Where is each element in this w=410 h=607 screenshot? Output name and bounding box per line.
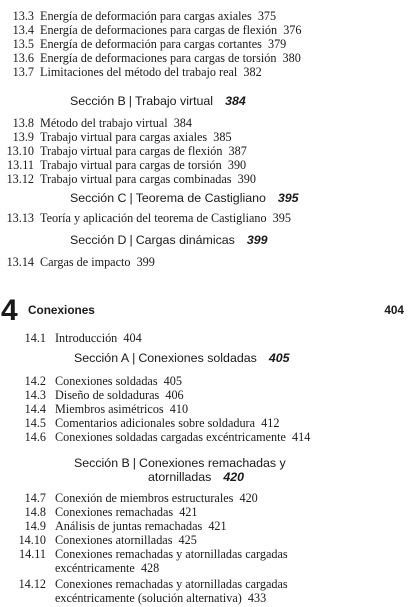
entry-page: 420 xyxy=(239,491,258,505)
section-heading xyxy=(70,191,299,206)
entry-title-line1: Conexiones remachadas y atornilladas cargadas xyxy=(55,577,288,591)
entry-page: 410 xyxy=(169,402,189,416)
section-page: 384 xyxy=(225,94,246,108)
entry-number: 14.10 xyxy=(18,533,46,547)
entry-page: 405 xyxy=(163,374,182,388)
section-title: Cargas dinámicas xyxy=(135,233,235,247)
section-heading xyxy=(74,456,286,471)
entry-title: Energía de deformaciones para cargas de flexión xyxy=(40,23,278,37)
entry-title: Teoría y aplicación del teorema de Castigliano xyxy=(40,211,267,225)
entry-number: 13.4 xyxy=(12,23,34,37)
entry-title: Método del trabajo virtual xyxy=(40,116,168,130)
entry-page: 390 xyxy=(237,172,256,186)
section-heading xyxy=(70,94,246,109)
section-heading xyxy=(74,351,290,366)
section-label: Sección A xyxy=(74,351,130,365)
entry-title: Trabajo virtual para cargas axiales xyxy=(40,130,208,144)
section-separator: | xyxy=(129,191,133,205)
section-heading xyxy=(70,233,268,248)
entry-title: Energía de deformación para cargas axiales xyxy=(40,9,252,23)
entry-number: 14.1 xyxy=(24,331,46,345)
entry-number: 13.11 xyxy=(7,158,34,172)
entry-page: 379 xyxy=(267,37,287,51)
entry-number: 13.3 xyxy=(12,9,34,23)
entry-page: 384 xyxy=(173,116,192,130)
entry-title-line2: excéntricamente (solución alternativa) xyxy=(55,591,242,605)
section-title: Trabajo virtual xyxy=(135,94,214,108)
entry-number: 14.3 xyxy=(24,388,46,402)
section-title-line2: atornilladas xyxy=(148,470,212,484)
chapter-number: 4 xyxy=(1,294,18,327)
section-label: Sección B xyxy=(74,456,130,470)
entry-page: 412 xyxy=(261,416,280,430)
section-separator: | xyxy=(129,233,133,247)
entry-title: Conexiones remachadas xyxy=(55,505,174,519)
entry-title-line1: Conexiones remachadas y atornilladas cargadas xyxy=(55,547,288,561)
entry-number: 13.5 xyxy=(12,37,34,51)
entry-page: 395 xyxy=(272,211,291,225)
chapter-title: Conexiones xyxy=(28,303,95,317)
entry-number: 13.9 xyxy=(12,130,34,144)
entry-page: 390 xyxy=(227,158,247,172)
entry-page: 406 xyxy=(165,388,184,402)
entry-title: Comentarios adicionales sobre soldadura xyxy=(55,416,256,430)
entry-number: 14.9 xyxy=(24,519,46,533)
entry-title: Limitaciones del método del trabajo real xyxy=(40,65,238,79)
entry-title: Cargas de impacto xyxy=(40,255,131,269)
section-separator: | xyxy=(132,351,136,365)
entry-title: Conexiones soldadas cargadas excéntricamente xyxy=(55,430,286,444)
entry-page: 414 xyxy=(292,430,311,444)
entry-number: 14.6 xyxy=(24,430,46,444)
entry-title: Energía de deformaciones para cargas de torsión xyxy=(40,51,277,65)
entry-title: Análisis de juntas remachadas xyxy=(55,519,203,533)
entry-number: 13.6 xyxy=(12,51,34,65)
entry-page: 387 xyxy=(228,144,247,158)
entry-page: 382 xyxy=(243,65,262,79)
entry-page: 421 xyxy=(179,505,198,519)
entry-title: Introducción xyxy=(55,331,118,345)
entry-page: 375 xyxy=(257,9,277,23)
section-page: 420 xyxy=(223,470,245,484)
entry-number: 14.8 xyxy=(24,505,46,519)
entry-number: 13.12 xyxy=(6,172,34,186)
section-separator: | xyxy=(128,94,133,108)
section-label: Sección D xyxy=(70,233,127,247)
entry-title: Energía de deformación para cargas cortantes xyxy=(40,37,262,51)
chapter-page: 404 xyxy=(384,303,404,317)
section-title: Teorema de Castigliano xyxy=(135,191,266,205)
entry-title: Diseño de soldaduras xyxy=(55,388,160,402)
entry-page: 433 xyxy=(247,591,267,605)
section-title: Conexiones soldadas xyxy=(138,351,257,365)
entry-title: Conexión de miembros estructurales xyxy=(55,491,234,505)
entry-number: 14.5 xyxy=(24,416,46,430)
entry-number: 14.11 xyxy=(19,547,46,561)
entry-number: 13.14 xyxy=(6,255,34,269)
section-heading-continuation xyxy=(148,470,244,485)
entry-number: 14.2 xyxy=(24,374,46,388)
entry-title: Trabajo virtual para cargas de torsión xyxy=(40,158,222,172)
entry-title: Conexiones atornilladas xyxy=(55,533,173,547)
entry-page: 428 xyxy=(140,561,160,575)
entry-number: 13.7 xyxy=(12,65,34,79)
entry-number: 14.12 xyxy=(18,577,46,591)
entry-number: 14.7 xyxy=(24,491,46,505)
entry-title-line2: excéntricamente xyxy=(55,561,135,575)
entry-title: Conexiones soldadas xyxy=(55,374,158,388)
section-page: 399 xyxy=(246,233,268,247)
entry-title: Trabajo virtual para cargas combinadas xyxy=(40,172,232,186)
section-separator: | xyxy=(132,456,137,470)
entry-page: 385 xyxy=(213,130,232,144)
entry-page: 404 xyxy=(123,331,142,345)
section-label: Sección B xyxy=(70,94,126,108)
entry-number: 13.10 xyxy=(6,144,34,158)
entry-page: 421 xyxy=(208,519,227,533)
entry-number: 13.8 xyxy=(12,116,34,130)
section-label: Sección C xyxy=(70,191,127,205)
entry-title: Trabajo virtual para cargas de flexión xyxy=(40,144,223,158)
entry-number: 14.4 xyxy=(24,402,46,416)
section-page: 395 xyxy=(277,191,299,205)
section-page: 405 xyxy=(268,351,290,365)
entry-page: 376 xyxy=(283,23,302,37)
section-title-line1: Conexiones remachadas y xyxy=(139,456,286,470)
entry-title: Miembros asimétricos xyxy=(55,402,164,416)
entry-page: 380 xyxy=(282,51,301,65)
entry-page: 399 xyxy=(136,255,155,269)
entry-page: 425 xyxy=(178,533,197,547)
entry-number: 13.13 xyxy=(6,211,34,225)
